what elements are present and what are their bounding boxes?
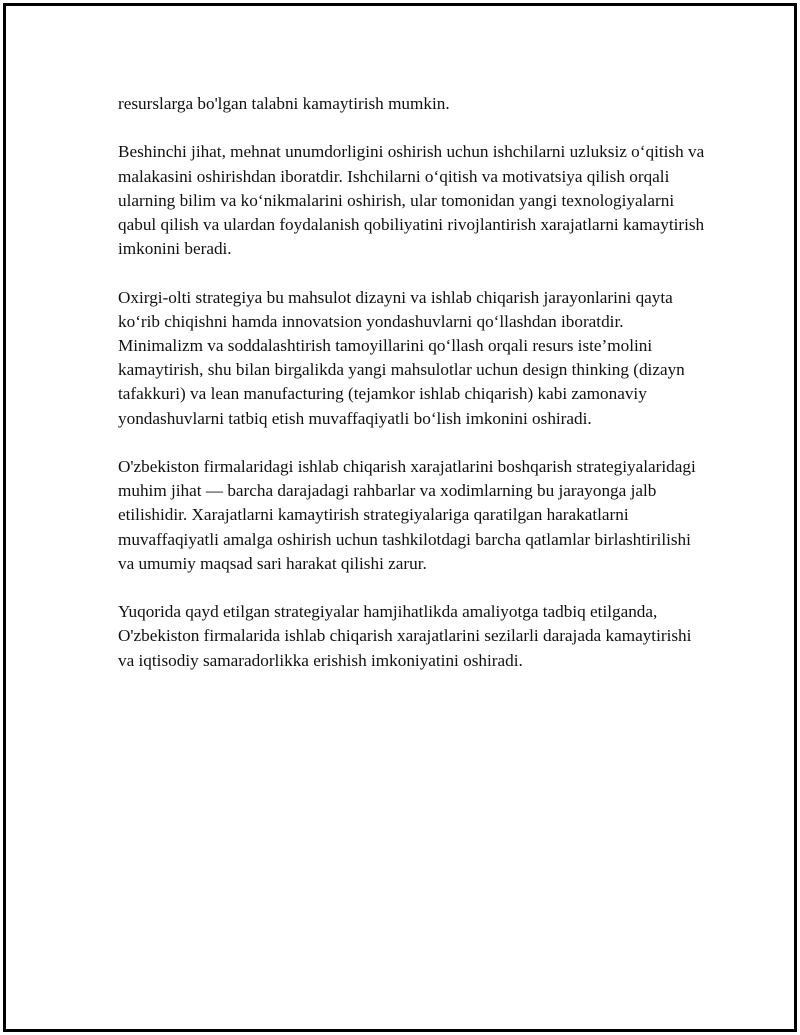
paragraph-4: O'zbekiston firmalaridagi ishlab chiqarish xarajatlarini boshqarish strategiyalaridagi muhim jihat — barcha darajadagi rahbarlar va xodimlarning bu jarayonga jalb etilishidir. Xarajatlarni kamaytirish strategiyalariga qaratilgan harakatlarni muvaffaqiyatli amalga oshirish uchun tashkilotdagi barcha qatlamlar birlashtirilishi va umumiy maqsad sari harakat qilishi zarur. (118, 457, 696, 573)
paragraph-3: Oxirgi-olti strategiya bu mahsulot dizayni va ishlab chiqarish jarayonlarini qayta ko‘rib chiqishni hamda innovatsion yondashuvlarni qo‘llashdan iboratdir. Minimalizm va soddalashtirish tamoyillarini qo‘llash orqali resurs iste’molini kamaytirish, shu bilan birgalikda yangi mahsulotlar uchun design thinking (dizayn tafakkuri) va lean manufacturing (tejamkor ishlab chiqarish) kabi zamonaviy yondashuvlarni tatbiq etish muvaffaqiyatli bo‘lish imkonini oshiradi. (118, 287, 685, 428)
paragraph-1: resurslarga bo'lgan talabni kamaytirish mumkin. (118, 94, 450, 113)
document-body (118, 92, 708, 697)
paragraph-5: Yuqorida qayd etilgan strategiyalar hamjihatlikda amaliyotga tadbiq etilganda, O'zbekiston firmalarida ishlab chiqarish xarajatlarini sezilarli darajada kamaytirishi va iqtisodiy samaradorlikka erishish imkoniyatini oshiradi. (118, 602, 692, 670)
paragraph-2: Beshinchi jihat, mehnat unumdorligini oshirish uchun ishchilarni uzluksiz o‘qitish va malakasini oshirishdan iboratdir. Ishchilarni o‘qitish va motivatsiya qilish orqali ularning bilim va ko‘nikmalarini oshirish, ular tomonidan yangi texnologiyalarni qabul qilish va ulardan foydalanish qobiliyatini rivojlantirish xarajatlarni kamaytirish imkonini beradi. (118, 142, 705, 259)
